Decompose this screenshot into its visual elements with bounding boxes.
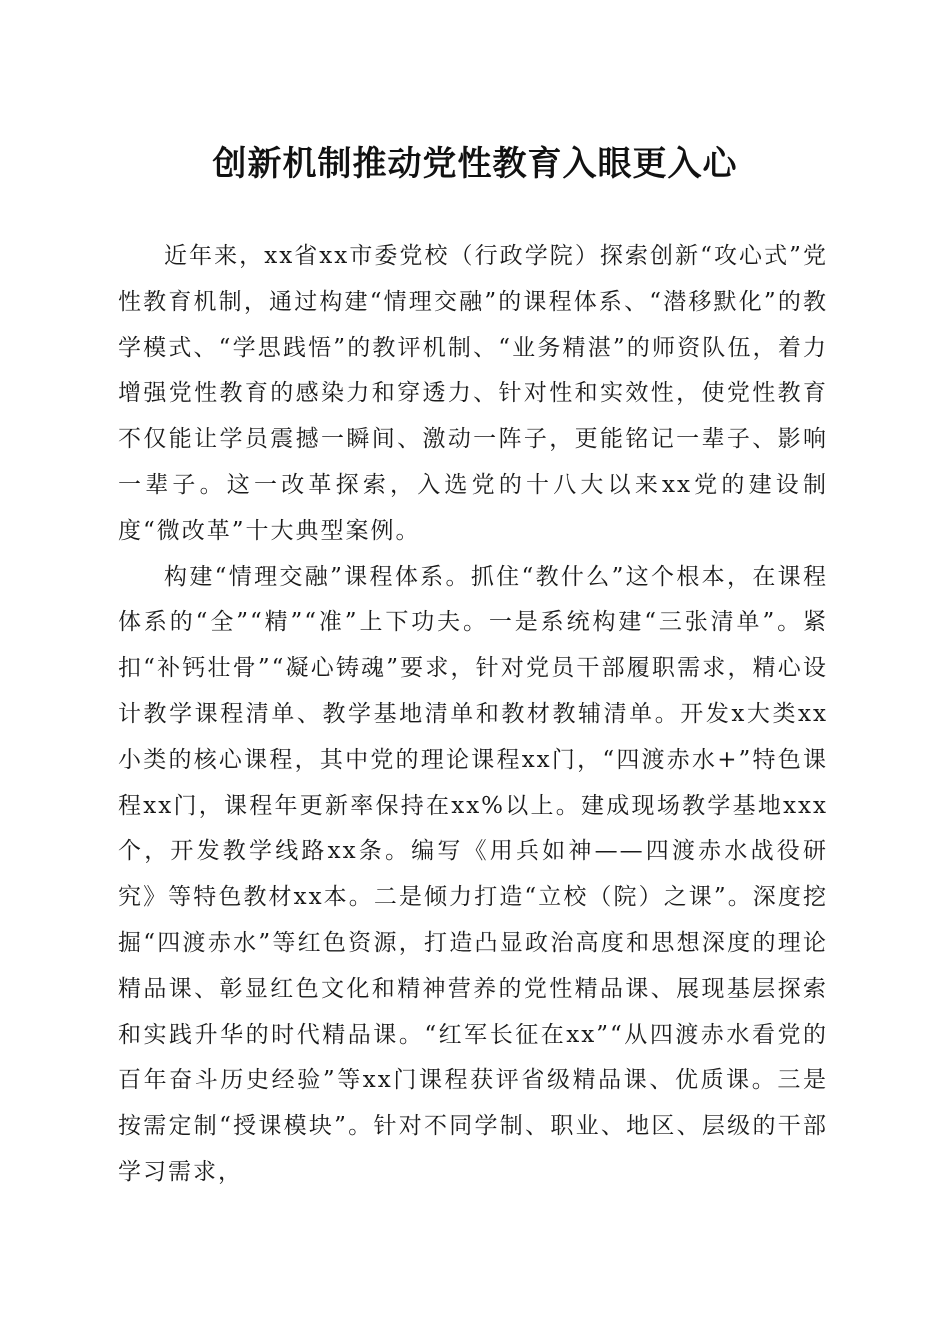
paragraph-intro: 近年来，xx省xx市委党校（行政学院）探索创新“攻心式”党性教育机制，通过构建“情理交融”的课程体系、“潜移默化”的教学模式、“学思践悟”的教评机制、“业务精湛”的师资队伍，着力增强党性教育的感染力和穿透力、针对性和实效性，使党性教育不仅能让学员震撼一瞬间、激动一阵子，更能铭记一辈子、影响一辈子。这一改革探索，入选党的十八大以来xx党的建设制度“微改革”十大典型案例。 <box>118 243 828 544</box>
paragraph-curriculum: 构建“情理交融”课程体系。抓住“教什么”这个根本，在课程体系的“全”“精”“准”上下功夫。一是系统构建“三张清单”。紧扣“补钙壮骨”“凝心铸魂”要求，针对党员干部履职需求，精心设计教学课程清单、教学基地清单和教材教辅清单。开发x大类xx小类的核心课程，其中党的理论课程xx门，“四渡赤水+”特色课程xx门，课程年更新率保持在xx%以上。建成现场教学基地xxx个，开发教学线路xx条。编写《用兵如神——四渡赤水战役研究》等特色教材xx本。二是倾力打造“立校（院）之课”。深度挖掘“四渡赤水”等红色资源，打造凸显政治高度和思想深度的理论精品课、彰显红色文化和精神营养的党性精品课、展现基层探索和实践升华的时代精品课。“红军长征在xx”“从四渡赤水看党的百年奋斗历史经验”等xx门课程获评省级精品课、优质课。三是按需定制“授课模块”。针对不同学制、职业、地区、层级的干部学习需求， <box>118 563 828 1185</box>
document-title: 创新机制推动党性教育入眼更入心 <box>212 144 738 184</box>
document-body <box>118 234 828 1196</box>
